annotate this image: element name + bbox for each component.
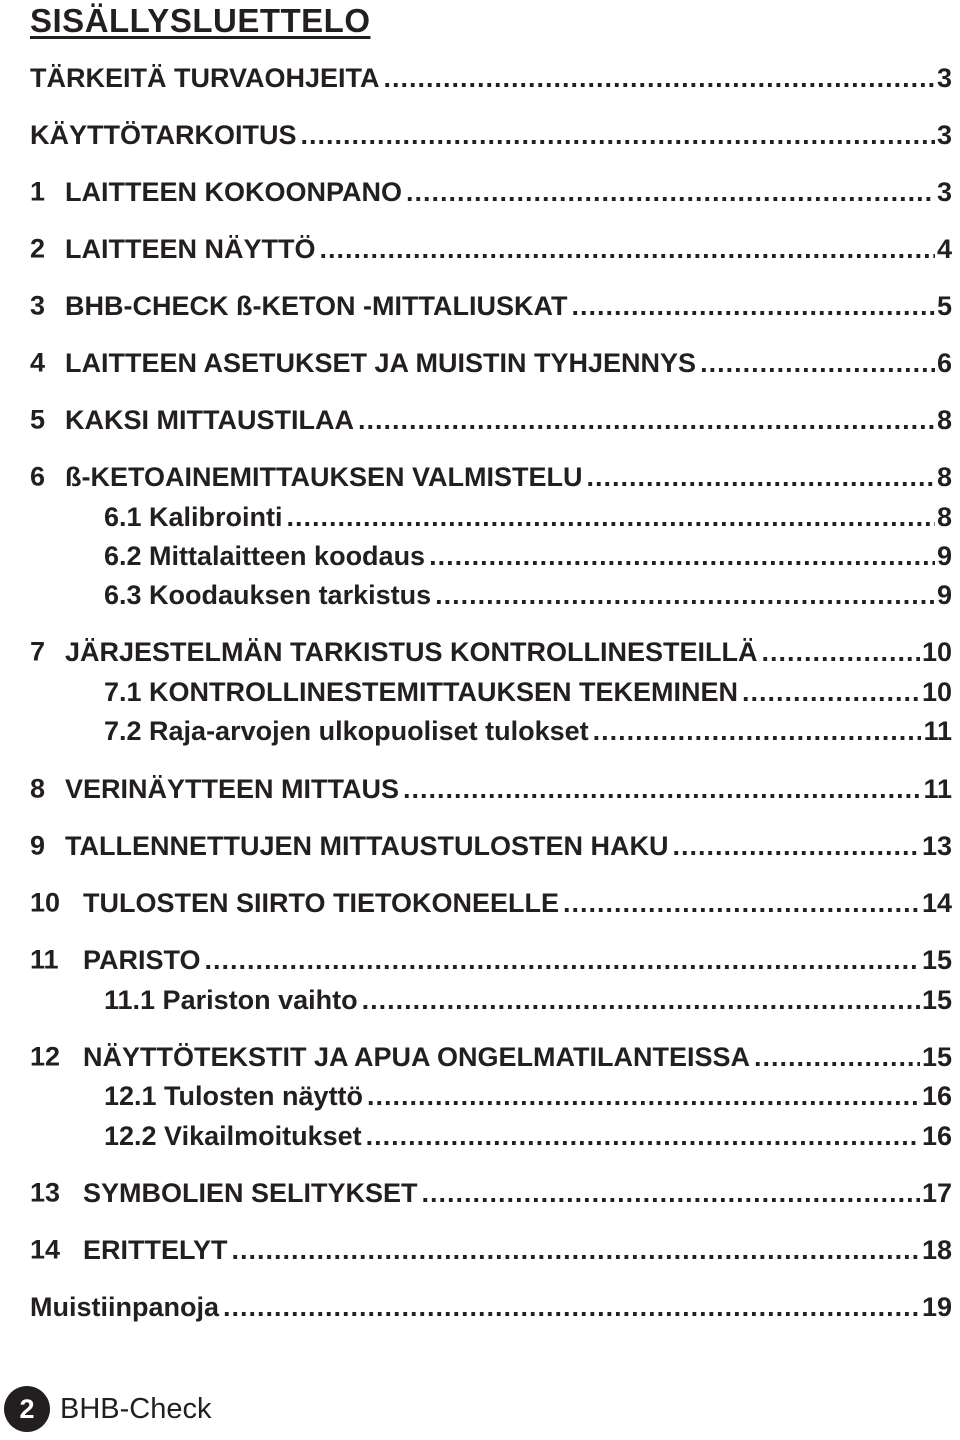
toc-entry-text: LAITTEEN NÄYTTÖ	[65, 233, 316, 264]
toc-entry	[0, 1173, 960, 1213]
toc-entry-page: 9	[936, 579, 952, 610]
toc-entry-number: 1	[30, 176, 46, 207]
toc-subentry	[0, 711, 960, 751]
toc-entry-text: 6.1 Kalibrointi	[104, 501, 283, 532]
toc-entry-page: 18	[921, 1234, 952, 1265]
toc-leader	[700, 348, 935, 379]
toc-entry-page: 14	[921, 887, 952, 918]
toc-entry-text: VERINÄYTTEEN MITTAUS	[65, 773, 400, 804]
toc-leader	[754, 1042, 920, 1073]
toc-leader	[563, 888, 920, 919]
toc-leader	[232, 1235, 920, 1266]
toc-subentry	[0, 672, 960, 712]
toc-subentry	[0, 1116, 960, 1156]
toc-entry	[0, 58, 960, 98]
toc-leader	[435, 580, 935, 611]
toc-entry-text: TALLENNETTUJEN MITTAUSTULOSTEN HAKU	[65, 830, 669, 861]
toc-entry-text: Muistiinpanoja	[30, 1291, 219, 1322]
toc-entry-number: 14	[30, 1234, 61, 1265]
toc-entry-page: 6	[936, 347, 952, 378]
toc-leader	[586, 462, 934, 493]
toc-entry-number: 13	[30, 1177, 61, 1208]
product-name: BHB-Check	[60, 1392, 212, 1425]
toc-subentry	[0, 980, 960, 1020]
toc-entry	[0, 1230, 960, 1270]
toc-entry-text: 6.2 Mittalaitteen koodaus	[104, 540, 426, 571]
toc-entry-text: PARISTO	[83, 944, 201, 975]
toc-entry-number: 11	[30, 944, 59, 975]
toc-entry	[0, 883, 960, 923]
toc-entry	[0, 172, 960, 212]
toc-entry-text: NÄYTTÖTEKSTIT JA APUA ONGELMATILANTEISSA	[83, 1041, 750, 1072]
toc-entry	[0, 400, 960, 440]
toc-leader	[672, 831, 919, 862]
toc-subentry	[0, 536, 960, 576]
toc-entry-page: 16	[921, 1080, 952, 1111]
toc-entry-page: 3	[936, 119, 952, 150]
toc-entry-text: 6.3 Koodauksen tarkistus	[104, 579, 432, 610]
toc-leader	[593, 716, 922, 747]
toc-entry-text: 12.2 Vikailmoitukset	[104, 1120, 362, 1151]
toc-entry-page: 17	[921, 1177, 952, 1208]
toc-entry	[0, 286, 960, 326]
toc-entry-page: 10	[921, 636, 952, 667]
toc-entry-number: 12	[30, 1041, 61, 1072]
toc-entry-page: 19	[921, 1291, 952, 1322]
toc-entry-number: 8	[30, 773, 46, 804]
toc-entry-number: 6	[30, 461, 46, 492]
toc-entry-page: 15	[921, 1041, 952, 1072]
toc-leader	[384, 63, 935, 94]
toc-leader	[300, 120, 934, 151]
toc-entry-text: KAKSI MITTAUSTILAA	[65, 404, 354, 435]
toc-leader	[403, 774, 921, 805]
toc-entry-number: 9	[30, 830, 46, 861]
toc-entry-page: 15	[921, 944, 952, 975]
toc-entry-text: SYMBOLIEN SELITYKSET	[83, 1177, 418, 1208]
toc-entry-page: 9	[936, 540, 952, 571]
toc-entry-page: 10	[921, 676, 952, 707]
page-number-badge: 2	[4, 1386, 50, 1432]
toc-entry-page: 8	[936, 501, 952, 532]
toc-entry	[0, 343, 960, 383]
toc-entry-page: 8	[936, 404, 952, 435]
toc-entry-text: TÄRKEITÄ TURVAOHJEITA	[30, 62, 380, 93]
toc-leader	[320, 234, 935, 265]
toc-leader	[366, 1121, 920, 1152]
toc-leader	[571, 291, 935, 322]
toc-entry-text: BHB-CHECK ß-KETON -MITTALIUSKAT	[65, 290, 568, 321]
toc-entry-page: 5	[936, 290, 952, 321]
toc-subentry	[0, 1076, 960, 1116]
toc-entry	[0, 940, 960, 980]
toc-entry	[0, 769, 960, 809]
toc-entry-text: LAITTEEN KOKOONPANO	[65, 176, 402, 207]
toc-entry-text: TULOSTEN SIIRTO TIETOKONEELLE	[83, 887, 560, 918]
page-footer	[4, 1386, 212, 1432]
toc-entry	[0, 826, 960, 866]
toc-entry-text: 7.1 KONTROLLINESTEMITTAUKSEN TEKEMINEN	[104, 676, 739, 707]
toc-entry	[0, 457, 960, 497]
toc-subentry	[0, 575, 960, 615]
toc-entry-page: 11	[923, 715, 952, 746]
toc-entry-page: 15	[921, 984, 952, 1015]
toc-leader	[762, 637, 920, 668]
toc-leader	[367, 1081, 920, 1112]
page-title: SISÄLLYSLUETTELO	[30, 2, 371, 39]
toc-leader	[422, 1178, 920, 1209]
toc-entry-page: 8	[936, 461, 952, 492]
toc-entry	[0, 115, 960, 155]
toc-leader	[362, 985, 920, 1016]
toc-entry-page: 3	[936, 176, 952, 207]
toc-entry-page: 3	[936, 62, 952, 93]
toc-leader	[205, 945, 920, 976]
toc-entry-number: 4	[30, 347, 46, 378]
toc-entry-page: 13	[921, 830, 952, 861]
toc-entry-text: LAITTEEN ASETUKSET JA MUISTIN TYHJENNYS	[65, 347, 697, 378]
toc-leader	[406, 177, 935, 208]
toc-entry-number: 3	[30, 290, 46, 321]
toc-entry-text: ß-KETOAINEMITTAUKSEN VALMISTELU	[65, 461, 583, 492]
toc-entry-number: 2	[30, 233, 46, 264]
toc-entry	[0, 632, 960, 672]
toc-leader	[358, 405, 935, 436]
toc-entry-text: JÄRJESTELMÄN TARKISTUS KONTROLLINESTEILLÄ	[65, 636, 758, 667]
toc-entry-text: 7.2 Raja-arvojen ulkopuoliset tulokset	[104, 715, 589, 746]
toc-entry-text: 11.1 Pariston vaihto	[104, 984, 358, 1015]
toc-entry-page: 11	[923, 773, 952, 804]
toc-leader	[742, 677, 920, 708]
toc-leader	[287, 502, 935, 533]
toc-entry	[0, 1287, 960, 1327]
toc-entry-text: KÄYTTÖTARKOITUS	[30, 119, 297, 150]
toc-entry-page: 16	[921, 1120, 952, 1151]
toc-entry-number: 5	[30, 404, 46, 435]
toc-leader	[429, 541, 935, 572]
toc-subentry	[0, 497, 960, 537]
toc-entry-text: ERITTELYT	[83, 1234, 228, 1265]
toc-leader	[223, 1292, 920, 1323]
toc-entry	[0, 1037, 960, 1077]
toc-entry-number: 10	[30, 887, 61, 918]
toc-entry-text: 12.1 Tulosten näyttö	[104, 1080, 364, 1111]
toc-entry-page: 4	[936, 233, 952, 264]
toc-entry-number: 7	[30, 636, 46, 667]
toc-entry	[0, 229, 960, 269]
